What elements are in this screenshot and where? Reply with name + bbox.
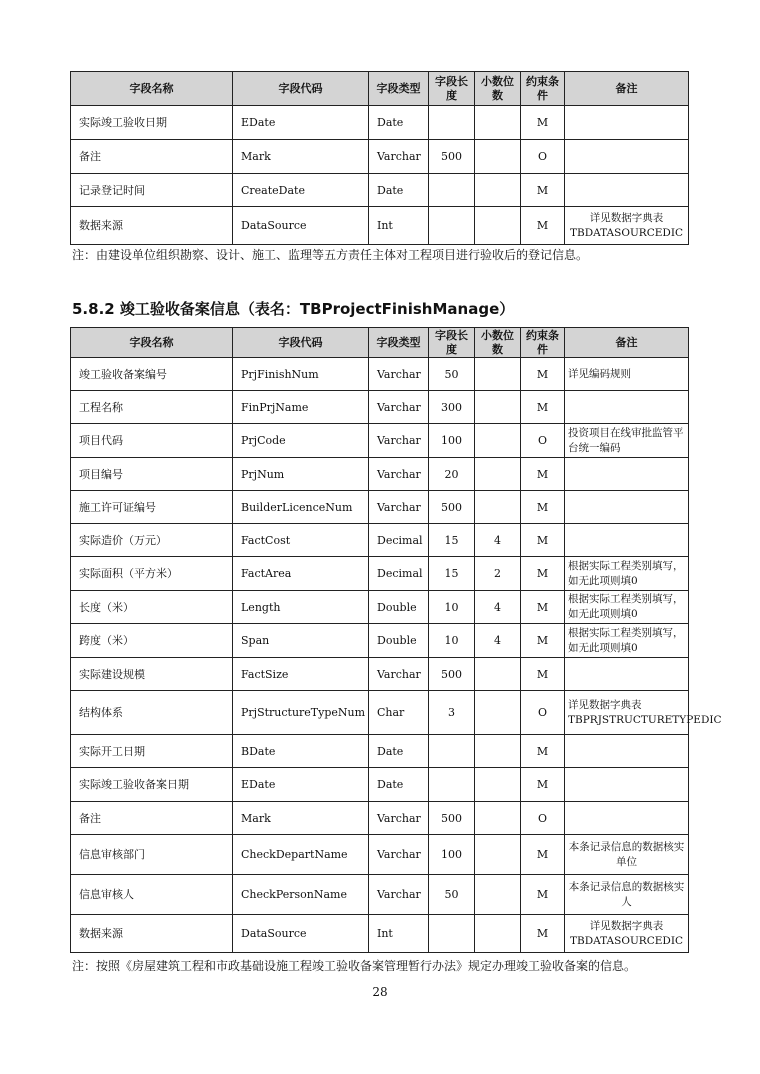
field-code-cell: Mark	[233, 140, 369, 174]
field-code-cell: Mark	[233, 802, 369, 835]
field-name-cell: 跨度（米）	[71, 624, 233, 658]
field-code-cell: BDate	[233, 735, 369, 768]
field-name-cell: 信息审核部门	[71, 835, 233, 875]
field-length-cell: 10	[429, 591, 475, 624]
field-length-cell	[429, 768, 475, 802]
field-name-cell: 备注	[71, 140, 233, 174]
field-length-cell: 15	[429, 524, 475, 557]
decimal-places-cell	[475, 658, 521, 691]
field-name-cell: 工程名称	[71, 391, 233, 424]
table-row	[71, 358, 689, 391]
field-name-cell: 备注	[71, 802, 233, 835]
table-row	[71, 768, 689, 802]
constraint-cell: M	[521, 106, 565, 140]
constraint-cell: M	[521, 458, 565, 491]
constraint-cell: O	[521, 424, 565, 458]
field-code-cell: PrjStructureTypeNum	[233, 691, 369, 735]
field-name-cell: 施工许可证编号	[71, 491, 233, 524]
note-cell	[565, 106, 689, 140]
field-length-cell: 15	[429, 557, 475, 591]
field-length-cell: 10	[429, 624, 475, 658]
field-type-cell: Double	[369, 624, 429, 658]
constraint-cell: M	[521, 557, 565, 591]
field-length-cell	[429, 207, 475, 245]
decimal-places-cell	[475, 140, 521, 174]
field-code-cell: CheckDepartName	[233, 835, 369, 875]
constraint-cell: M	[521, 768, 565, 802]
field-type-cell: Varchar	[369, 424, 429, 458]
constraint-cell: M	[521, 835, 565, 875]
constraint-cell: M	[521, 735, 565, 768]
constraint-cell: M	[521, 624, 565, 658]
field-type-cell: Varchar	[369, 875, 429, 915]
table-row	[71, 802, 689, 835]
note-cell	[565, 491, 689, 524]
field-length-cell: 50	[429, 875, 475, 915]
field-name-cell: 长度（米）	[71, 591, 233, 624]
field-name-cell: 项目编号	[71, 458, 233, 491]
decimal-places-cell	[475, 875, 521, 915]
note-cell	[565, 140, 689, 174]
note-cell	[565, 391, 689, 424]
field-code-cell: CreateDate	[233, 174, 369, 207]
field-name-cell: 实际竣工验收备案日期	[71, 768, 233, 802]
decimal-places-cell	[475, 391, 521, 424]
field-length-cell	[429, 174, 475, 207]
table-row	[71, 875, 689, 915]
decimal-places-cell	[475, 835, 521, 875]
table-row	[71, 557, 689, 591]
field-code-cell: FinPrjName	[233, 391, 369, 424]
field-type-cell: Double	[369, 591, 429, 624]
decimal-places-cell	[475, 735, 521, 768]
decimal-places-cell	[475, 106, 521, 140]
field-type-cell: Date	[369, 735, 429, 768]
constraint-cell: O	[521, 140, 565, 174]
field-name-cell: 结构体系	[71, 691, 233, 735]
note-cell: 本条记录信息的数据核实人	[565, 875, 689, 915]
header-field-name: 字段名称	[71, 328, 233, 358]
decimal-places-cell	[475, 207, 521, 245]
field-name-cell: 项目代码	[71, 424, 233, 458]
constraint-cell: M	[521, 524, 565, 557]
field-code-cell: Span	[233, 624, 369, 658]
table-header-row	[71, 72, 689, 106]
header-field-type: 字段类型	[369, 328, 429, 358]
field-name-cell: 实际面积（平方米）	[71, 557, 233, 591]
table-row	[71, 174, 689, 207]
decimal-places-cell	[475, 915, 521, 953]
constraint-cell: M	[521, 358, 565, 391]
field-length-cell: 50	[429, 358, 475, 391]
field-code-cell: BuilderLicenceNum	[233, 491, 369, 524]
field-length-cell: 100	[429, 424, 475, 458]
field-code-cell: FactArea	[233, 557, 369, 591]
table-row	[71, 491, 689, 524]
table-row	[71, 106, 689, 140]
field-type-cell: Decimal	[369, 557, 429, 591]
header-decimal-places: 小数位数	[475, 328, 521, 358]
table-row	[71, 835, 689, 875]
header-constraint: 约束条件	[521, 72, 565, 106]
header-field-type: 字段类型	[369, 72, 429, 106]
note-cell	[565, 658, 689, 691]
note-cell: 根据实际工程类别填写，如无此项则填0	[565, 624, 689, 658]
header-field-code: 字段代码	[233, 72, 369, 106]
field-type-cell: Int	[369, 915, 429, 953]
field-code-cell: PrjFinishNum	[233, 358, 369, 391]
decimal-places-cell	[475, 174, 521, 207]
field-code-cell: DataSource	[233, 915, 369, 953]
note-cell: 详见数据字典表 TBDATASOURCEDIC	[565, 207, 689, 245]
field-code-cell: FactSize	[233, 658, 369, 691]
field-type-cell: Varchar	[369, 140, 429, 174]
table-row	[71, 391, 689, 424]
field-length-cell	[429, 735, 475, 768]
field-name-cell: 数据来源	[71, 915, 233, 953]
field-type-cell: Char	[369, 691, 429, 735]
field-table-1	[70, 71, 689, 245]
field-type-cell: Date	[369, 174, 429, 207]
decimal-places-cell	[475, 802, 521, 835]
field-length-cell: 500	[429, 491, 475, 524]
note-cell: 详见数据字典表 TBDATASOURCEDIC	[565, 915, 689, 953]
note-cell: 投资项目在线审批监管平台统一编码	[565, 424, 689, 458]
constraint-cell: M	[521, 391, 565, 424]
field-name-cell: 记录登记时间	[71, 174, 233, 207]
field-type-cell: Varchar	[369, 358, 429, 391]
table2-footnote: 注：按照《房屋建筑工程和市政基础设施工程竣工验收备案管理暂行办法》规定办理竣工验收备案的信息。	[72, 959, 637, 973]
note-cell: 详见编码规则	[565, 358, 689, 391]
field-code-cell: Length	[233, 591, 369, 624]
field-code-cell: FactCost	[233, 524, 369, 557]
note-cell: 本条记录信息的数据核实单位	[565, 835, 689, 875]
note-cell	[565, 802, 689, 835]
table-row	[71, 424, 689, 458]
table-row	[71, 591, 689, 624]
table-row	[71, 691, 689, 735]
table-row	[71, 140, 689, 174]
section-heading: 5.8.2 竣工验收备案信息（表名：TBProjectFinishManage）	[72, 300, 515, 318]
page-number: 28	[372, 985, 388, 999]
field-code-cell: DataSource	[233, 207, 369, 245]
constraint-cell: M	[521, 658, 565, 691]
header-field-length: 字段长度	[429, 328, 475, 358]
constraint-cell: M	[521, 875, 565, 915]
field-table-2	[70, 327, 722, 953]
field-type-cell: Varchar	[369, 458, 429, 491]
decimal-places-cell	[475, 424, 521, 458]
field-code-cell: CheckPersonName	[233, 875, 369, 915]
table-row	[71, 458, 689, 491]
table1-footnote: 注：由建设单位组织勘察、设计、施工、监理等五方责任主体对工程项目进行验收后的登记信息。	[72, 248, 589, 262]
field-type-cell: Int	[369, 207, 429, 245]
field-length-cell: 500	[429, 802, 475, 835]
field-code-cell: EDate	[233, 106, 369, 140]
header-decimal-places: 小数位数	[475, 72, 521, 106]
table-row	[71, 735, 689, 768]
field-length-cell: 100	[429, 835, 475, 875]
table-row	[71, 207, 689, 245]
field-type-cell: Varchar	[369, 491, 429, 524]
header-field-code: 字段代码	[233, 328, 369, 358]
field-code-cell: EDate	[233, 768, 369, 802]
table-row	[71, 624, 689, 658]
field-length-cell: 500	[429, 140, 475, 174]
field-type-cell: Varchar	[369, 835, 429, 875]
note-cell	[565, 458, 689, 491]
constraint-cell: O	[521, 691, 565, 735]
note-cell: 根据实际工程类别填写，如无此项则填0	[565, 557, 689, 591]
field-length-cell	[429, 915, 475, 953]
field-type-cell: Decimal	[369, 524, 429, 557]
decimal-places-cell: 2	[475, 557, 521, 591]
header-field-length: 字段长度	[429, 72, 475, 106]
field-type-cell: Varchar	[369, 802, 429, 835]
field-length-cell: 300	[429, 391, 475, 424]
table-row	[71, 658, 689, 691]
table-row	[71, 524, 689, 557]
field-name-cell: 数据来源	[71, 207, 233, 245]
constraint-cell: O	[521, 802, 565, 835]
constraint-cell: M	[521, 591, 565, 624]
header-field-name: 字段名称	[71, 72, 233, 106]
constraint-cell: M	[521, 915, 565, 953]
decimal-places-cell	[475, 768, 521, 802]
table-header-row	[71, 328, 689, 358]
field-code-cell: PrjNum	[233, 458, 369, 491]
field-name-cell: 实际建设规模	[71, 658, 233, 691]
field-type-cell: Varchar	[369, 658, 429, 691]
field-length-cell: 20	[429, 458, 475, 491]
field-type-cell: Varchar	[369, 391, 429, 424]
decimal-places-cell	[475, 491, 521, 524]
header-constraint: 约束条件	[521, 328, 565, 358]
table-row	[71, 915, 689, 953]
field-type-cell: Date	[369, 106, 429, 140]
field-length-cell: 500	[429, 658, 475, 691]
decimal-places-cell	[475, 358, 521, 391]
header-note: 备注	[565, 72, 689, 106]
header-note: 备注	[565, 328, 689, 358]
decimal-places-cell: 4	[475, 624, 521, 658]
field-code-cell: PrjCode	[233, 424, 369, 458]
decimal-places-cell	[475, 691, 521, 735]
field-length-cell: 3	[429, 691, 475, 735]
constraint-cell: M	[521, 207, 565, 245]
constraint-cell: M	[521, 174, 565, 207]
field-name-cell: 实际竣工验收日期	[71, 106, 233, 140]
field-name-cell: 信息审核人	[71, 875, 233, 915]
decimal-places-cell: 4	[475, 524, 521, 557]
note-cell: 详见数据字典表 TBPRJSTRUCTURETYPEDIC	[565, 691, 689, 735]
field-type-cell: Date	[369, 768, 429, 802]
field-name-cell: 实际造价（万元）	[71, 524, 233, 557]
note-cell: 根据实际工程类别填写，如无此项则填0	[565, 591, 689, 624]
note-cell	[565, 735, 689, 768]
constraint-cell: M	[521, 491, 565, 524]
field-length-cell	[429, 106, 475, 140]
note-cell	[565, 768, 689, 802]
decimal-places-cell	[475, 458, 521, 491]
field-name-cell: 实际开工日期	[71, 735, 233, 768]
note-cell	[565, 174, 689, 207]
note-cell	[565, 524, 689, 557]
decimal-places-cell: 4	[475, 591, 521, 624]
field-name-cell: 竣工验收备案编号	[71, 358, 233, 391]
